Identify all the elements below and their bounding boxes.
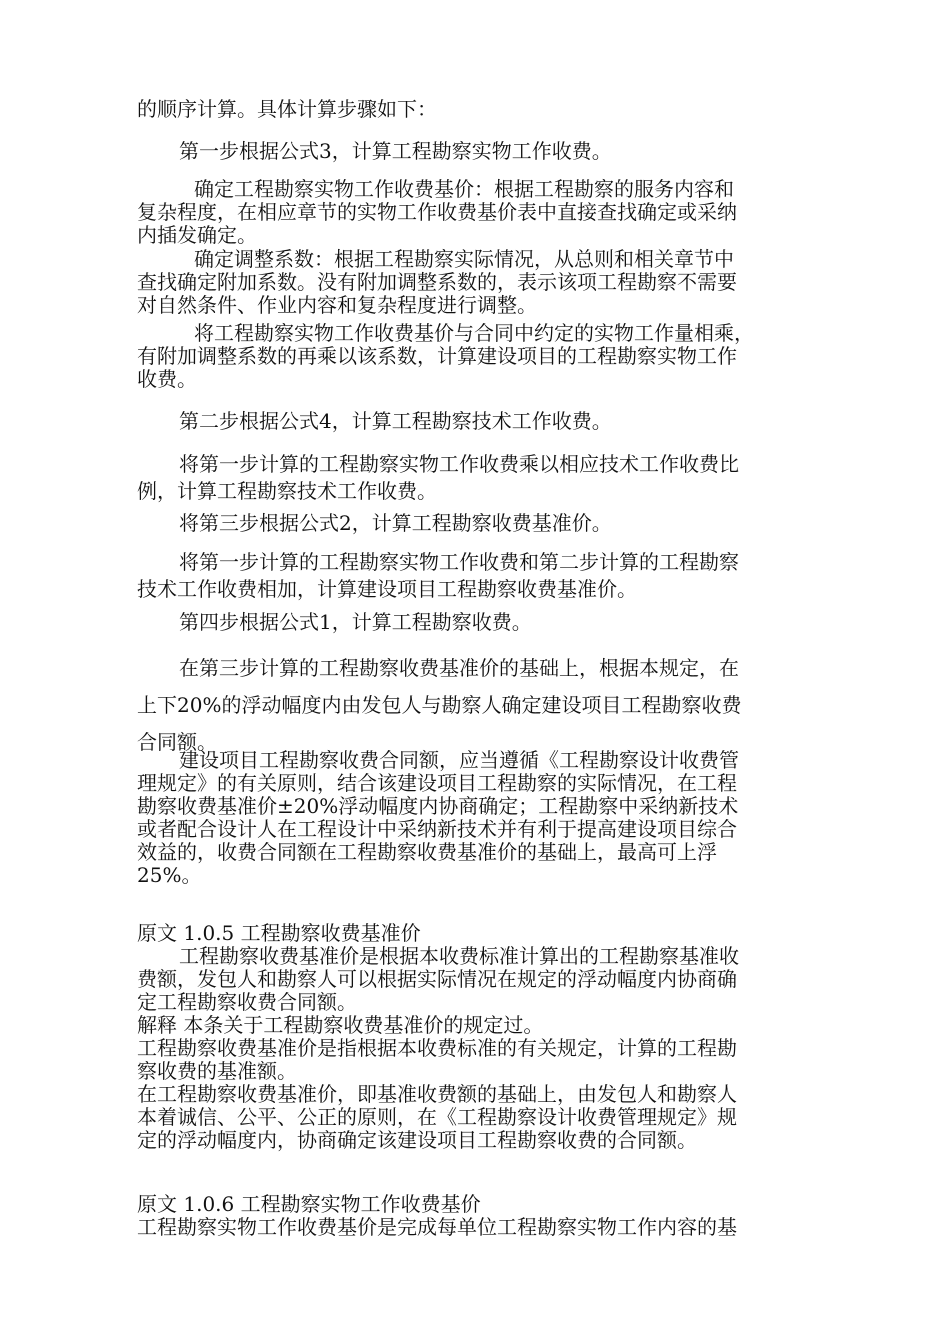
- text-line: 确定工程勘察实物工作收费基价：根据工程勘察的服务内容和: [194, 177, 734, 201]
- text-line: 将第一步计算的工程勘察实物工作收费乘以相应技术工作收费比: [179, 452, 739, 476]
- text-line: 定工程勘察收费合同额。: [137, 990, 357, 1014]
- text-line: 察收费的基准额。: [137, 1059, 297, 1083]
- text-line: 将工程勘察实物工作收费基价与合同中约定的实物工作量相乘，: [194, 321, 754, 345]
- text-line: 定的浮动幅度内，协商确定该建设项目工程勘察收费的合同额。: [137, 1128, 697, 1152]
- paragraph-calc-order: [137, 98, 827, 121]
- text-line: 复杂程度，在相应章节的实物工作收费基价表中直接查找确定或采纳: [137, 200, 737, 224]
- paragraph-1-0-5-body: [137, 945, 827, 1152]
- paragraph-step1-heading: [137, 140, 827, 163]
- text-line: 在工程勘察收费基准价，即基准收费额的基础上，由发包人和勘察人: [137, 1082, 737, 1106]
- text-line: 原文 1.0.5 工程勘察收费基准价: [137, 921, 421, 945]
- text-line: 第一步根据公式3，计算工程勘察实物工作收费。: [179, 139, 612, 163]
- text-line: 解释 本条关于工程勘察收费基准价的规定过。: [137, 1013, 544, 1037]
- text-line: 工程勘察收费基准价是指根据本收费标准的有关规定，计算的工程勘: [137, 1036, 737, 1060]
- text-line: 第四步根据公式1，计算工程勘察收费。: [179, 610, 532, 634]
- text-line: 原文 1.0.6 工程勘察实物工作收费基价: [137, 1192, 481, 1216]
- paragraph-step3-body: [137, 549, 827, 603]
- paragraph-base-price: [137, 178, 827, 247]
- paragraph-step4-heading: [137, 611, 827, 634]
- paragraph-step3-heading: [137, 512, 827, 535]
- paragraph-step2-heading: [137, 410, 827, 433]
- text-line: 确定调整系数：根据工程勘察实际情况，从总则和相关章节中: [194, 247, 734, 271]
- text-line: 技术工作收费相加，计算建设项目工程勘察收费基准价。: [137, 577, 637, 601]
- text-line: 理规定》的有关原则，结合该建设项目工程勘察的实际情况，在工程: [137, 771, 737, 795]
- text-line: 的顺序计算。具体计算步骤如下：: [137, 97, 437, 121]
- text-line: 在第三步计算的工程勘察收费基准价的基础上，根据本规定，在: [179, 656, 739, 680]
- text-line: 查找确定附加系数。没有附加调整系数的，表示该项工程勘察不需要: [137, 270, 737, 294]
- paragraph-step2-body: [137, 451, 827, 505]
- paragraph-step4-body: [137, 650, 827, 761]
- text-line: 例，计算工程勘察技术工作收费。: [137, 479, 437, 503]
- section-heading-1-0-5: [137, 922, 827, 945]
- paragraph-adjust-coefficient: [137, 248, 827, 317]
- text-line: 有附加调整系数的再乘以该系数，计算建设项目的工程勘察实物工作: [137, 344, 737, 368]
- text-line: 或者配合设计人在工程设计中采纳新技术并有利于提高建设项目综合: [137, 817, 737, 841]
- text-line: 将第一步计算的工程勘察实物工作收费和第二步计算的工程勘察: [179, 550, 739, 574]
- text-line: 对自然条件、作业内容和复杂程度进行调整。: [137, 293, 537, 317]
- text-line: 工程勘察收费基准价是根据本收费标准计算出的工程勘察基准收: [179, 944, 739, 968]
- text-line: 建设项目工程勘察收费合同额，应当遵循《工程勘察设计收费管: [179, 748, 739, 772]
- paragraph-multiply: [137, 322, 827, 391]
- text-line: 合同额。: [137, 730, 217, 754]
- text-line: 上下20%的浮动幅度内由发包人与勘察人确定建设项目工程勘察收费: [137, 693, 742, 717]
- text-line: 第二步根据公式4，计算工程勘察技术工作收费。: [179, 409, 612, 433]
- text-line: 收费。: [137, 367, 197, 391]
- text-line: 效益的，收费合同额在工程勘察收费基准价的基础上，最高可上浮: [137, 840, 717, 864]
- text-line: 勘察收费基准价±20%浮动幅度内协商确定；工程勘察中采纳新技术: [137, 794, 739, 818]
- text-line: 费额，发包人和勘察人可以根据实际情况在规定的浮动幅度内协商确: [137, 967, 737, 991]
- text-line: 25%。: [137, 863, 202, 887]
- text-line: 将第三步根据公式2，计算工程勘察收费基准价。: [179, 511, 612, 535]
- text-line: 本着诚信、公平、公正的原则，在《工程勘察设计收费管理规定》规: [137, 1105, 737, 1129]
- section-heading-1-0-6: [137, 1193, 827, 1239]
- paragraph-contract-amount: [137, 749, 827, 887]
- text-line: 工程勘察实物工作收费基价是完成每单位工程勘察实物工作内容的基: [137, 1215, 737, 1239]
- text-line: 内插发确定。: [137, 223, 257, 247]
